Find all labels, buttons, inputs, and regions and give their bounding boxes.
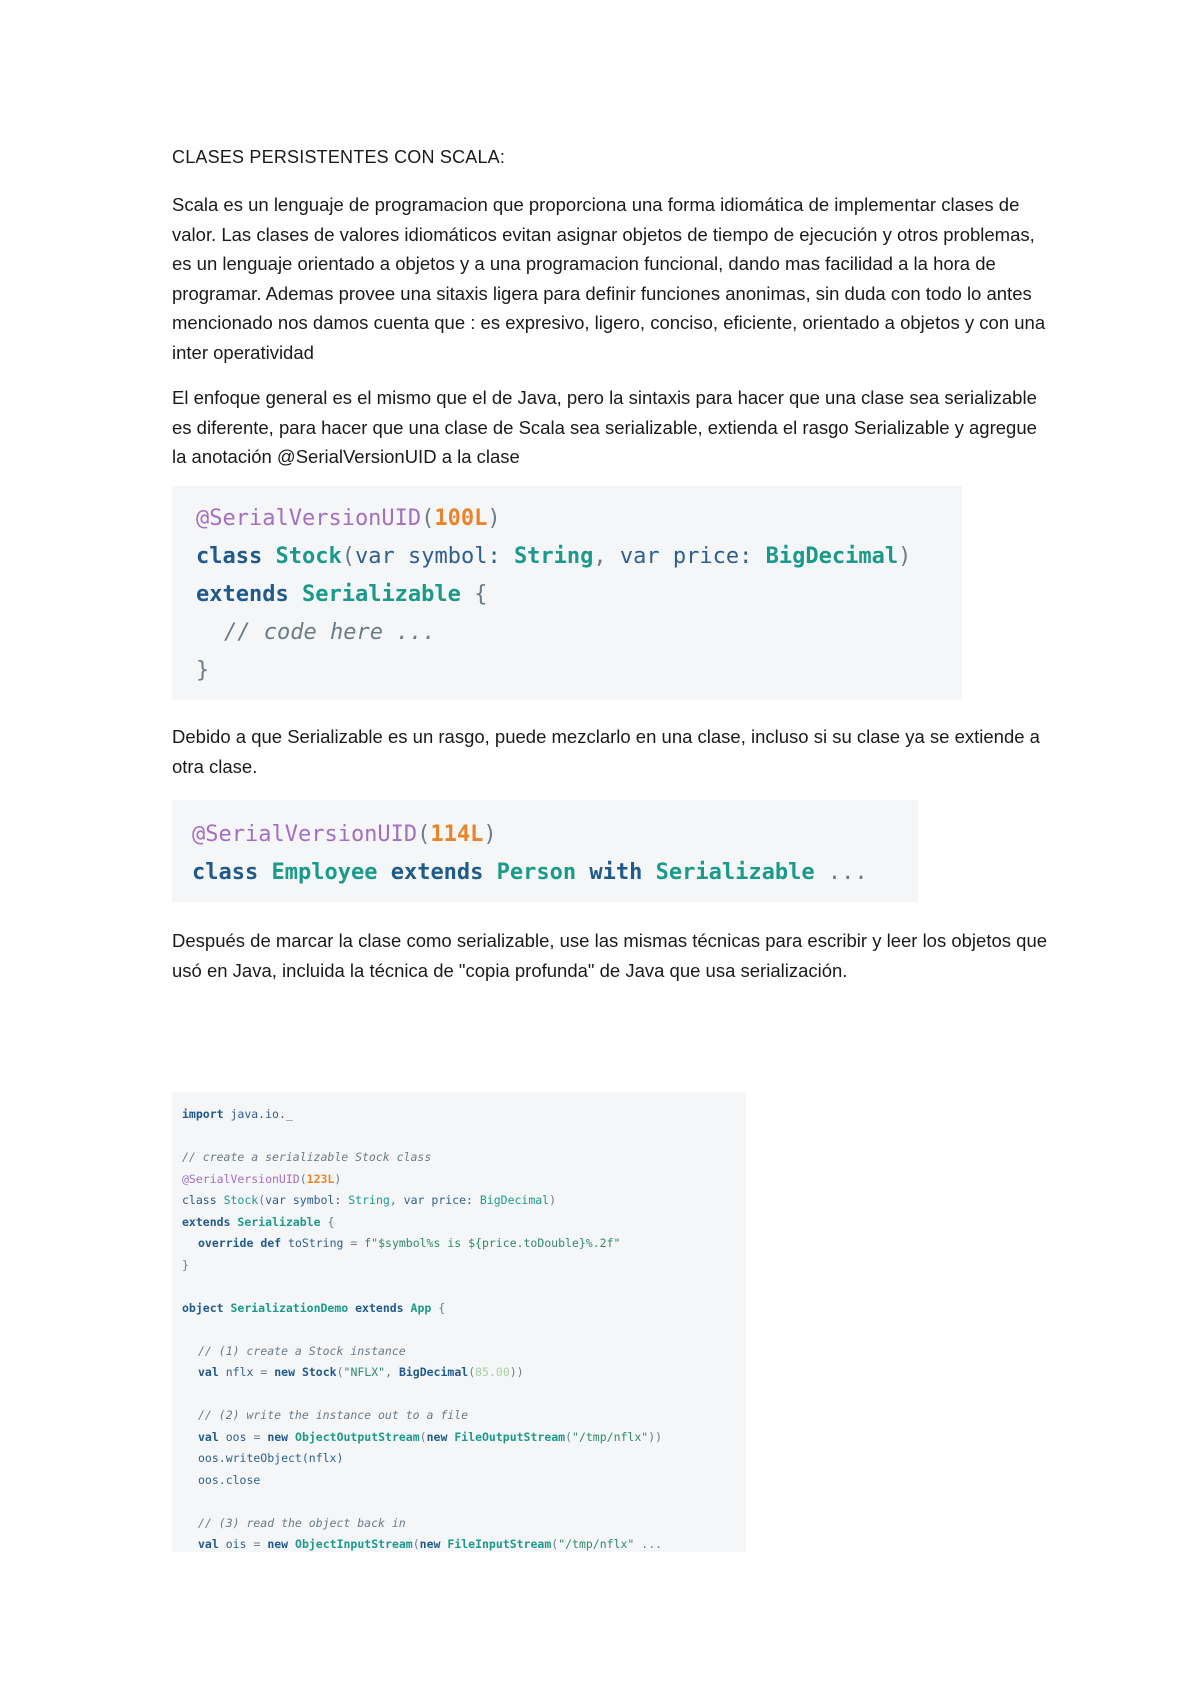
code-annotation: @SerialVersionUID [196,506,422,531]
code-comment: // code here ... [224,620,436,645]
code-punct: ( [419,1429,427,1444]
code-number: 114L [430,822,484,847]
code-statement: oos.writeObject(nflx) [198,1451,344,1465]
code-identifier: oos [225,1429,247,1444]
code-identifier: java.io._ [230,1107,293,1121]
code-annotation: @SerialVersionUID [192,822,418,847]
intro-paragraph: Scala es un lenguaje de programacion que proporciona una forma idiomática de implementar clases de valor. Las clases de valores idiomáticos evitan asignar objetos de tiempo de ejecución y otros problemas, es un lenguaje orientado a objetos y a una programacion funcional, dando mas facilidad a la hora de programar. Ademas provee una sitaxis ligera para definir funciones anonimas, sin duda con todo lo antes mencionado nos damos cuenta que : es expresivo, ligero, conciso, eficiente, orientado a objetos y con una inter operatividad [172,194,1046,363]
code-type: Person [496,860,577,885]
code-punct: ( [421,506,435,531]
document-title: CLASES PERSISTENTES CON SCALA: [172,147,506,167]
code-string: "/tmp/nflx" [558,1537,635,1551]
code-annotation: @SerialVersionUID [182,1171,300,1186]
code-type: Employee [271,860,378,885]
code-keyword: var [265,1193,286,1207]
code-identifier: ois [225,1537,247,1551]
code-keyword: extends [355,1300,404,1315]
code-type: Stock [223,1193,259,1207]
usage-paragraph: Después de marcar la clase como serializable, use las mismas técnicas para escribir y leer los objetos que usó en Java, incluida la técnica de "copia profunda" de Java que usa serialización. [172,930,1048,981]
code-identifier: nflx [225,1365,254,1379]
code-keyword: new [267,1537,289,1551]
code-number: 100L [434,506,488,531]
code-punct: , [385,1365,392,1379]
code-identifier: symbol: [292,1193,342,1207]
code-punct: ) [898,544,912,569]
code-comment: // (1) create a Stock instance [198,1343,406,1358]
code-number: 123L [306,1171,335,1186]
code-keyword: class [182,1193,217,1207]
code-type: SerializationDemo [230,1300,349,1315]
code-punct: = [260,1365,268,1379]
code-punct: ( [468,1365,476,1379]
code-punct: )) [648,1429,663,1444]
code-keyword: var [619,544,660,569]
code-punct: } [182,1257,189,1272]
code-keyword: extends [196,582,289,607]
code-keyword: override [198,1236,254,1250]
code-type: ObjectOutputStream [295,1429,420,1444]
code-keyword: new [267,1429,289,1444]
code-type: String [348,1193,390,1207]
code-punct: )) [509,1365,524,1379]
code-keyword: object [182,1300,224,1315]
code-type: BigDecimal [479,1193,550,1207]
code-keyword: val [198,1365,219,1379]
code-string: "/tmp/nflx" [572,1429,649,1444]
code-type: Stock [301,1365,337,1379]
code-keyword: var [354,544,395,569]
code-comment: // (3) read the object back in [198,1515,406,1530]
code-punct: , [389,1193,397,1207]
mixin-paragraph: Debido a que Serializable es un rasgo, puede mezclarlo en una clase, incluso si su clase ya se extiende a otra clase. [172,726,1040,777]
code-punct: ) [334,1171,342,1186]
code-punct: ( [565,1429,573,1444]
code-punct: ) [487,506,501,531]
code-punct: ( [412,1537,420,1551]
code-punct: ) [483,822,497,847]
code-type: App [410,1300,432,1315]
code-type: String [513,544,594,569]
serialization-paragraph: El enfoque general es el mismo que el de Java, pero la sintaxis para hacer que una clase sea serializable es diferente, para hacer que una clase de Scala sea serializable, extienda el rasgo Serializable y agregue la anotación @SerialVersionUID a la clase [172,387,1037,467]
code-punct: = [253,1429,261,1444]
code-keyword: def [260,1236,282,1250]
code-keyword: var [403,1193,425,1207]
code-keyword: import [182,1107,224,1121]
code-type: BigDecimal [398,1365,469,1379]
code-punct: , [593,544,607,569]
code-punct: ( [417,822,431,847]
code-type: FileOutputStream [454,1429,566,1444]
code-identifier: price: [672,544,753,569]
code-identifier: price: [431,1193,473,1207]
code-type: Serializable [655,860,815,885]
code-punct: ... [827,860,868,885]
code-keyword: new [274,1365,296,1379]
code-punct: = [253,1537,261,1551]
code-punct: ( [341,544,355,569]
code-type: Stock [275,544,342,569]
code-keyword: val [198,1537,219,1551]
code-punct: } [196,658,210,683]
code-punct: ( [258,1193,266,1207]
code-type: Serializable [237,1214,321,1229]
code-type: ObjectInputStream [295,1537,413,1551]
code-keyword: class [196,544,263,569]
code-punct: { [474,582,488,607]
code-punct: = [350,1236,358,1250]
code-type: FileInputStream [447,1537,552,1551]
code-punct: ... [641,1537,663,1551]
code-block-serialization-demo [172,1092,746,1552]
code-identifier: toString [288,1236,344,1250]
code-punct: ( [551,1537,559,1551]
code-identifier: symbol: [407,544,501,569]
code-type: Serializable [301,582,461,607]
code-number: 85.00 [475,1365,510,1379]
code-keyword: extends [390,860,484,885]
code-punct: { [327,1214,335,1229]
code-punct: { [438,1300,446,1315]
code-keyword: extends [182,1214,231,1229]
code-block-employee [172,800,918,902]
code-block-stock [172,486,962,700]
code-comment: // create a serializable Stock class [182,1150,432,1164]
code-type: BigDecimal [765,544,899,569]
code-keyword: new [426,1429,448,1444]
code-keyword: val [198,1429,219,1444]
code-statement: oos.close [198,1472,261,1487]
code-punct: ( [336,1365,344,1379]
code-string: "NFLX" [343,1365,386,1379]
code-punct: ) [549,1193,557,1207]
code-keyword: with [589,860,643,885]
code-keyword: new [419,1537,441,1551]
code-keyword: class [192,860,259,885]
code-punct: ( [299,1171,307,1186]
code-string: f"$symbol%s is ${price.toDouble}%.2f" [364,1236,621,1250]
code-comment: // (2) write the instance out to a file [198,1408,469,1422]
